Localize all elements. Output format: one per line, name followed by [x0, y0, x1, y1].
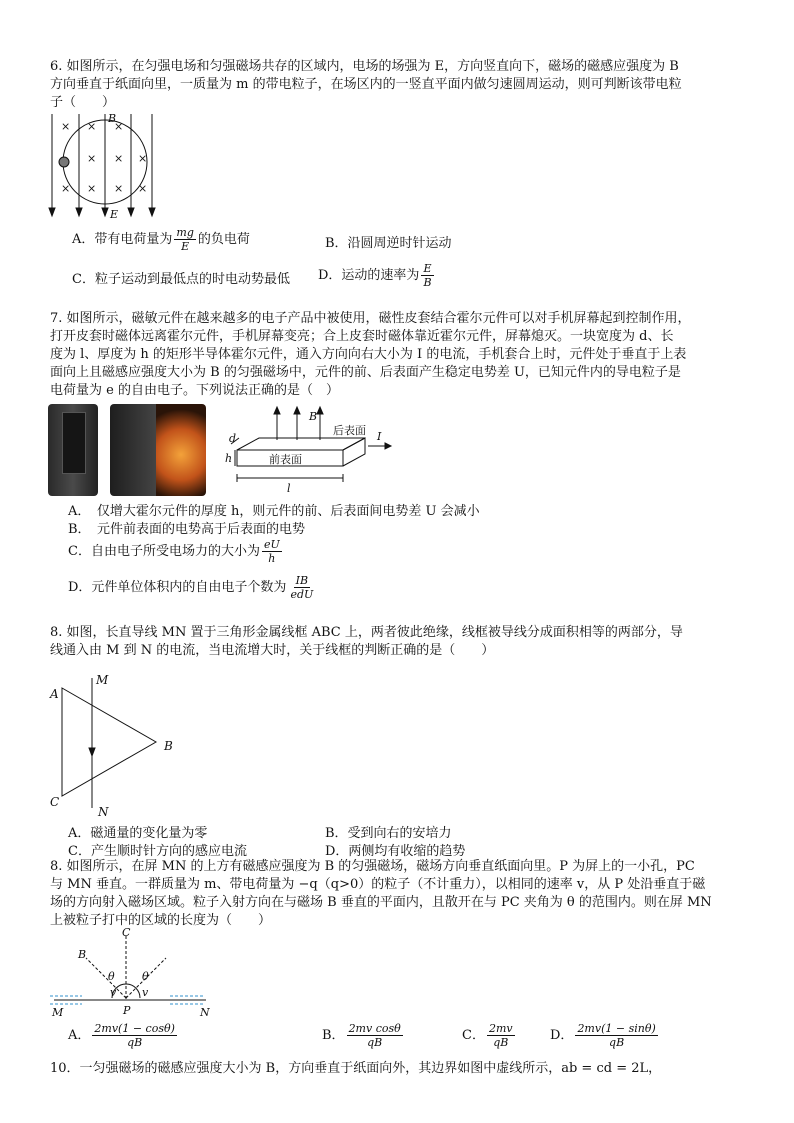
- q7-label-B: B: [309, 410, 318, 423]
- q9-label-M: M: [52, 1006, 64, 1019]
- q9-option-b[interactable]: B． $\frac{\text{2mv cosθ}}{qB}$: [322, 1022, 401, 1049]
- q9-stem-line-1: 8. 如图所示，在屏 MN 的上方有磁感应强度为 B 的匀强磁场，磁场方向垂直纸面向里。P 为屏上的一小孔，PC: [50, 859, 695, 874]
- phone-image-open: [110, 404, 206, 496]
- q6-stem-line-3: 子（ ）: [50, 95, 116, 110]
- svg-text:×: ×: [114, 152, 124, 165]
- q6-stem-line-1: 6. 如图所示，在匀强电场和匀强磁场共存的区域内，电场的场强为 E，方向竖直向下，磁场的磁感应强度为 B: [50, 59, 679, 74]
- q7-label-back: 后表面: [333, 424, 366, 437]
- q8-stem-line-1: 8. 如图，长直导线 MN 置于三角形金属线框 ABC 上，两者彼此绝缘，线框被导线分成面积相等的两部分，导: [50, 625, 683, 640]
- q7-option-a[interactable]: A． 仅增大霍尔元件的厚度 h，则元件的前、后表面间电势差 U 会减小: [68, 504, 480, 519]
- q9-label-P: P: [123, 1004, 131, 1017]
- q8-option-c[interactable]: C．产生顺时针方向的感应电流: [68, 844, 247, 859]
- q9-label-N: N: [200, 1006, 210, 1019]
- q6-particle: [59, 157, 69, 167]
- q8-stem-line-2: 线通入由 M 到 N 的电流，当电流增大时，关于线框的判断正确的是（ ）: [50, 643, 495, 658]
- q7-label-front: 前表面: [269, 453, 302, 466]
- q9-label-v-left: v: [110, 986, 117, 999]
- svg-text:×: ×: [61, 182, 71, 195]
- q8-triangle-figure: [46, 668, 186, 820]
- q7-option-d[interactable]: D．元件单位体积内的自由电子个数为 $\frac{IB}{\text{edU}}$: [68, 574, 314, 601]
- svg-text:×: ×: [138, 182, 148, 195]
- q8-option-d[interactable]: D．两侧均有收缩的趋势: [325, 844, 466, 859]
- q9-label-v-right: v: [142, 986, 149, 999]
- svg-text:×: ×: [87, 152, 97, 165]
- q6-option-d[interactable]: D．运动的速率为 $\frac{E}{B}$: [318, 262, 432, 289]
- q9-stem-line-2: 与 MN 垂直。一群质量为 m、带电荷量为 −q（q>0）的粒子（不计重力），以相同的速率 v，从 P 处沿垂直于磁: [50, 877, 706, 892]
- q8-label-C: C: [50, 795, 60, 809]
- q7-stem-line-1: 7. 如图所示，磁敏元件在越来越多的电子产品中被使用，磁性皮套结合霍尔元件可以对手机屏幕起到控制作用，: [50, 311, 691, 326]
- q7-label-h: h: [225, 452, 233, 465]
- q7-stem-line-3: 度为 l、厚度为 h 的矩形半导体霍尔元件，通入方向向右大小为 I 的电流，手机套合上时，元件处于垂直于上表: [50, 347, 687, 362]
- q9-label-theta-right: θ: [142, 970, 149, 983]
- q9-stem-line-3: 场的方向射入磁场区域。粒子入射方向在与磁场 B 垂直的平面内，且散开在与 PC 夹角为 θ 的范围内。则在屏 MN: [50, 895, 712, 910]
- q7-label-d: d: [229, 432, 237, 445]
- q9-option-c[interactable]: C． $\frac{2mv}{qB}$: [462, 1022, 513, 1049]
- q8-label-N: N: [98, 805, 109, 819]
- q6-stem-line-2: 方向垂直于纸面向里，一质量为 m 的带电粒子，在场区内的一竖直平面内做匀速圆周运动，则可判断该带电粒: [50, 77, 682, 92]
- q8-label-A: A: [50, 687, 59, 701]
- q9-stem-line-4: 上被粒子打中的区域的长度为（ ）: [50, 913, 272, 928]
- phone-image-closed: [48, 404, 98, 496]
- q7-stem-line-2: 打开皮套时磁体远离霍尔元件，手机屏幕变亮；合上皮套时磁体靠近霍尔元件，屏幕熄灭。一块宽度为 d、长: [50, 329, 674, 344]
- svg-text:×: ×: [61, 120, 71, 133]
- q7-option-b[interactable]: B． 元件前表面的电势高于后表面的电势: [68, 522, 306, 537]
- q6-label-E: E: [110, 208, 119, 221]
- q7-option-c[interactable]: C．自由电子所受电场力的大小为 $\frac{eU}{h}$: [68, 538, 280, 565]
- q8-label-B: B: [164, 739, 173, 753]
- q9-option-d[interactable]: D． $\frac{2mv(1 - \sin\theta)}{qB}$: [550, 1022, 656, 1049]
- svg-text:×: ×: [114, 182, 124, 195]
- q6-option-b[interactable]: B．沿圆周逆时针运动: [325, 236, 452, 251]
- q9-label-C: C: [122, 928, 131, 939]
- q7-hall-element-figure: [225, 404, 395, 494]
- q6-option-c[interactable]: C．粒子运动到最低点的时电动势最低: [72, 272, 290, 287]
- q7-label-I: I: [377, 430, 382, 443]
- q9-label-theta-left: θ: [108, 970, 115, 983]
- q6-label-B: B: [108, 112, 117, 125]
- q9-label-B: B: [78, 948, 87, 961]
- q7-stem-line-5: 电荷量为 e 的自由电子。下列说法正确的是（ ）: [50, 383, 339, 398]
- q6-option-a[interactable]: A．带有电荷量为 $\frac{mg}{E}$ 的负电荷: [72, 226, 250, 253]
- svg-text:×: ×: [114, 120, 124, 133]
- svg-text:×: ×: [138, 152, 148, 165]
- q10-stem-line-1: 10．一匀强磁场的磁感应强度大小为 B，方向垂直于纸面向外，其边界如图中虚线所示，ab = cd = 2L，: [50, 1061, 662, 1076]
- q9-option-a[interactable]: A． $\frac{2mv(1 - \cos\theta)}{qB}$: [68, 1022, 175, 1049]
- q8-label-M: M: [96, 673, 109, 687]
- svg-text:×: ×: [87, 182, 97, 195]
- q8-option-b[interactable]: B．受到向右的安培力: [325, 826, 452, 841]
- q8-option-a[interactable]: A．磁通量的变化量为零: [68, 826, 208, 841]
- q7-stem-line-4: 面向上且磁感应强度大小为 B 的匀强磁场中，元件的前、后表面产生稳定电势差 U，已知元件内的导电粒子是: [50, 365, 681, 380]
- svg-text:×: ×: [87, 120, 97, 133]
- q7-label-l: l: [287, 482, 291, 494]
- q6-figure: [46, 112, 166, 222]
- q9-screen-figure: [46, 928, 216, 1020]
